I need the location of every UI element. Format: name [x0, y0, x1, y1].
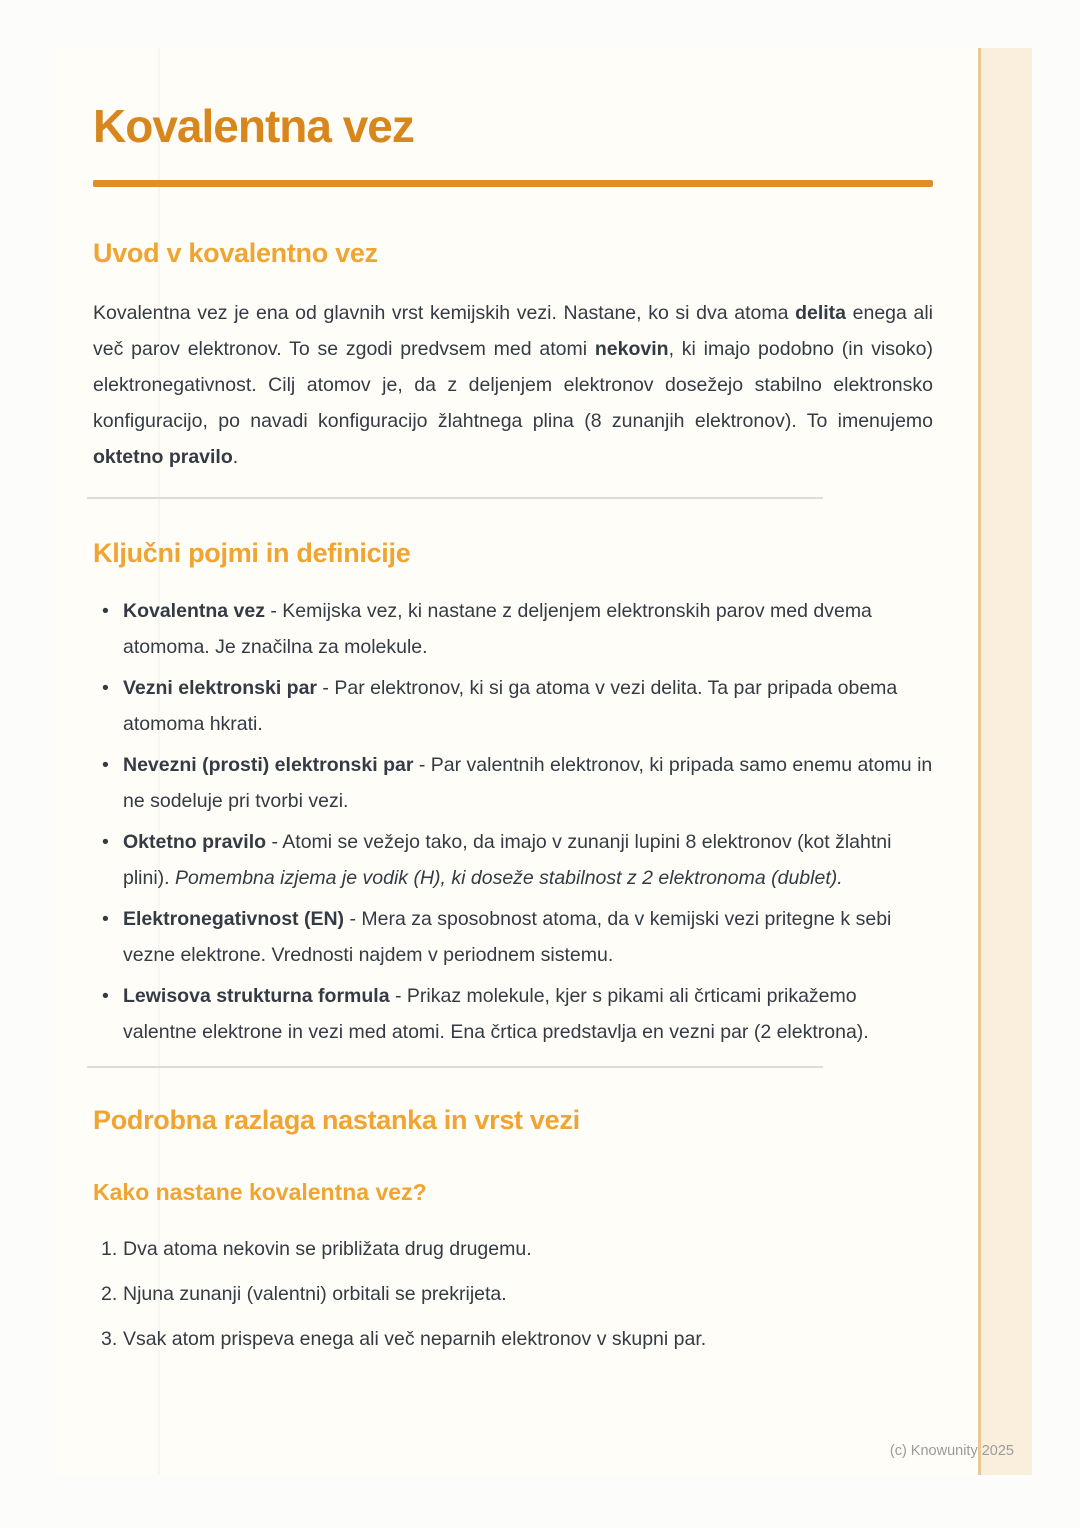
step-number: 1.: [101, 1238, 118, 1260]
step-text: Vsak atom prispeva enega ali več neparnih elektronov v skupni par.: [123, 1328, 707, 1350]
section-heading-key-terms: Ključni pojmi in definicije: [93, 538, 411, 568]
key-term-text: Oktetno pravilo - Atomi se vežejo tako, da imajo v zunanji lupini 8 elektronov (kot žlahtni plini). Pomembna izjema je vodik (H), ki doseže stabilnost z 2 elektronoma (dublet).: [123, 831, 892, 889]
document-title: Kovalentna vez: [93, 100, 414, 152]
key-terms-list: [93, 593, 933, 1050]
key-term-item: [93, 747, 933, 819]
section-heading-details: Podrobna razlaga nastanka in vrst vezi: [93, 1105, 580, 1135]
key-term-item: [93, 593, 933, 665]
step-item: [93, 1279, 933, 1309]
bullet-icon: •: [102, 831, 109, 853]
section-heading-intro: Uvod v kovalentno vez: [93, 238, 378, 268]
key-term-text: Vezni elektronski par - Par elektronov, ki si ga atoma v vezi delita. Ta par pripada obema atomoma hkrati.: [123, 677, 898, 735]
bullet-icon: •: [102, 985, 109, 1007]
step-item: [93, 1234, 933, 1264]
key-term-item: [93, 824, 933, 896]
key-term-item: [93, 978, 933, 1050]
bullet-icon: •: [102, 677, 109, 699]
section-divider: [87, 497, 823, 499]
step-text: Dva atoma nekovin se približata drug drugemu.: [123, 1238, 532, 1260]
copyright-footer: (c) Knowunity 2025: [889, 1443, 1014, 1459]
bullet-icon: •: [102, 908, 109, 930]
document-page: [55, 48, 1032, 1475]
section-divider: [87, 1066, 823, 1068]
bullet-icon: •: [102, 754, 109, 776]
step-text: Njuna zunanji (valentni) orbitali se prekrijeta.: [123, 1283, 507, 1305]
subsection-heading: Kako nastane kovalentna vez?: [93, 1179, 427, 1205]
right-margin-stripe: [978, 48, 1032, 1475]
intro-paragraph: Kovalentna vez je ena od glavnih vrst kemijskih vezi. Nastane, ko si dva atoma delita enega ali več parov elektronov. To se zgodi predvsem med atomi nekovin, ki imajo podobno (in visoko) elektronegativnost. Cilj atomov je, da z deljenjem elektronov dosežejo stabilno elektronsko konfiguracijo, po navadi konfiguracijo žlahtnega plina (8 zunanjih elektronov). To imenujemo oktetno pravilo.: [93, 302, 934, 468]
key-term-text: Elektronegativnost (EN) - Mera za sposobnost atoma, da v kemijski vezi pritegne k sebi vezne elektrone. Vrednosti najdem v periodnem sistemu.: [123, 908, 892, 966]
bullet-icon: •: [102, 600, 109, 622]
title-underline-rule: [93, 180, 933, 187]
key-term-item: [93, 670, 933, 742]
step-item: [93, 1324, 933, 1354]
document-content: [93, 48, 933, 1369]
key-term-text: Lewisova strukturna formula - Prikaz molekule, kjer s pikami ali črticami prikažemo valentne elektrone in vezi med atomi. Ena črtica predstavlja en vezni par (2 elektrona).: [123, 985, 869, 1043]
key-term-text: Kovalentna vez - Kemijska vez, ki nastane z deljenjem elektronskih parov med dvema atomoma. Je značilna za molekule.: [123, 600, 872, 658]
step-number: 3.: [101, 1328, 118, 1350]
steps-list: [93, 1234, 933, 1354]
key-term-text: Nevezni (prosti) elektronski par - Par valentnih elektronov, ki pripada samo enemu atomu in ne sodeluje pri tvorbi vezi.: [123, 754, 933, 812]
step-number: 2.: [101, 1283, 118, 1305]
key-term-item: [93, 901, 933, 973]
